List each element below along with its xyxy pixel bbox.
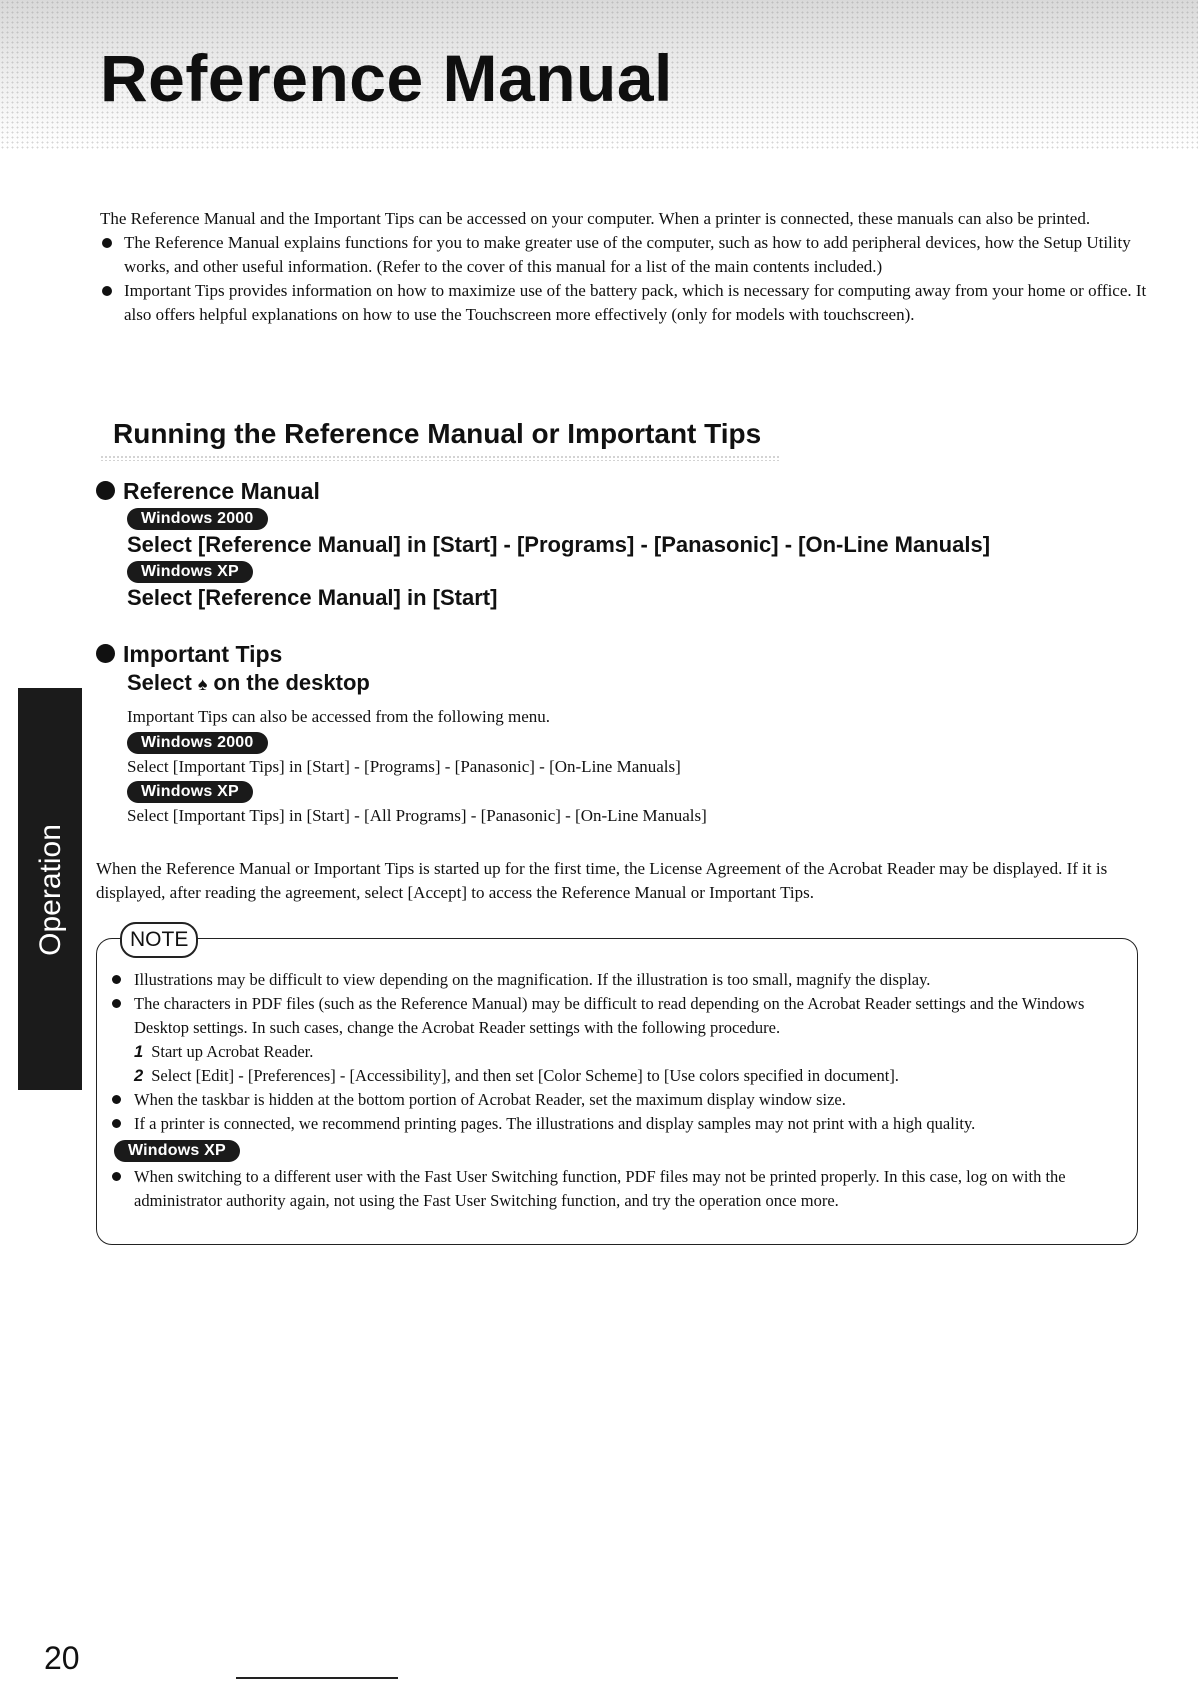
reference-manual-winxp-instruction: Select [Reference Manual] in [Start]: [127, 585, 498, 610]
intro-paragraph: The Reference Manual and the Important Tips can be accessed on your computer. When a printer is connected, these manuals can also be printed.: [100, 209, 1091, 228]
note-bullet: When the taskbar is hidden at the bottom portion of Acrobat Reader, set the maximum display window size.: [110, 1088, 1125, 1112]
note-bullets: [110, 1088, 1125, 1136]
section-underline: [100, 455, 780, 461]
desktop-shortcut-icon: ♠: [197, 674, 208, 694]
page-number: 20: [44, 1640, 80, 1676]
bullet-dot-icon: [96, 481, 115, 500]
important-tips-heading-text: Important Tips: [123, 641, 283, 667]
side-tab-label: Operation: [34, 824, 67, 956]
reference-manual-win2000-instruction: Select [Reference Manual] in [Start] - [Programs] - [Panasonic] - [On-Line Manuals]: [127, 532, 991, 557]
note-bullet: When switching to a different user with the Fast User Switching function, PDF files may not be printed properly. In this case, log on with the administrator authority again, not using the Fast User Switching function, and try the operation once more.: [110, 1165, 1125, 1213]
important-tips-instruction: [127, 670, 370, 696]
reference-manual-heading-text: Reference Manual: [123, 478, 320, 504]
windows-xp-badge: Windows XP: [114, 1140, 240, 1162]
intro-bullets: [100, 231, 1160, 327]
section-title: Running the Reference Manual or Important Tips: [113, 418, 762, 449]
step-number: 1: [134, 1043, 144, 1061]
important-tips-also-text: Important Tips can also be accessed from the following menu.: [127, 707, 551, 726]
windows-xp-badge: Windows XP: [127, 781, 253, 803]
important-tips-winxp-text: Select [Important Tips] in [Start] - [All Programs] - [Panasonic] - [On-Line Manuals]: [127, 806, 707, 825]
important-tips-instruction-suffix: on the desktop: [213, 670, 370, 695]
note-bullets: [110, 968, 1125, 1040]
note-bullet: Illustrations may be difficult to view depending on the magnification. If the illustration is too small, magnify the display.: [110, 968, 1125, 992]
bottom-rule: [236, 1677, 398, 1679]
step-text: Select [Edit] - [Preferences] - [Accessibility], and then set [Color Scheme] to [Use colors specified in document].: [151, 1066, 899, 1085]
note-content: [110, 968, 1125, 1213]
windows-2000-badge: Windows 2000: [127, 732, 268, 754]
important-tips-heading: [96, 641, 282, 668]
bullet-dot-icon: [96, 644, 115, 663]
note-label: NOTE: [120, 922, 198, 958]
license-paragraph: When the Reference Manual or Important Tips is started up for the first time, the License Agreement of the Acrobat Reader may be displayed. If it is displayed, after reading the agreement, select [Accept] to access the Reference Manual or Important Tips.: [96, 859, 1108, 902]
intro-bullet-reference-manual: The Reference Manual explains functions for you to make greater use of the computer, such as how to add peripheral devices, how the Setup Utility works, and other useful information. (Refer to the cover of this manual for a list of the main contents included.): [100, 231, 1160, 279]
note-bullets: [110, 1165, 1125, 1213]
note-bullet: If a printer is connected, we recommend printing pages. The illustrations and display samples may not print with a high quality.: [110, 1112, 1125, 1136]
step-number: 2: [134, 1067, 144, 1085]
important-tips-instruction-prefix: Select: [127, 670, 192, 695]
intro: [100, 207, 1160, 327]
windows-xp-badge: Windows XP: [127, 561, 253, 583]
note-step: [110, 1064, 1125, 1088]
note-bullet: The characters in PDF files (such as the Reference Manual) may be difficult to read depending on the Acrobat Reader settings and the Windows Desktop settings. In such cases, change the Acrobat Reader settings with the following procedure.: [110, 992, 1125, 1040]
intro-bullet-important-tips: Important Tips provides information on how to maximize use of the battery pack, which is necessary for computing away from your home or office. It also offers helpful explanations on how to use the Touchscreen more effectively (only for models with touchscreen).: [100, 279, 1160, 327]
reference-manual-heading: [96, 478, 320, 505]
note-step: [110, 1040, 1125, 1064]
windows-2000-badge: Windows 2000: [127, 508, 268, 530]
important-tips-win2000-text: Select [Important Tips] in [Start] - [Programs] - [Panasonic] - [On-Line Manuals]: [127, 757, 681, 776]
step-text: Start up Acrobat Reader.: [151, 1042, 314, 1061]
page-title: Reference Manual: [100, 41, 673, 115]
